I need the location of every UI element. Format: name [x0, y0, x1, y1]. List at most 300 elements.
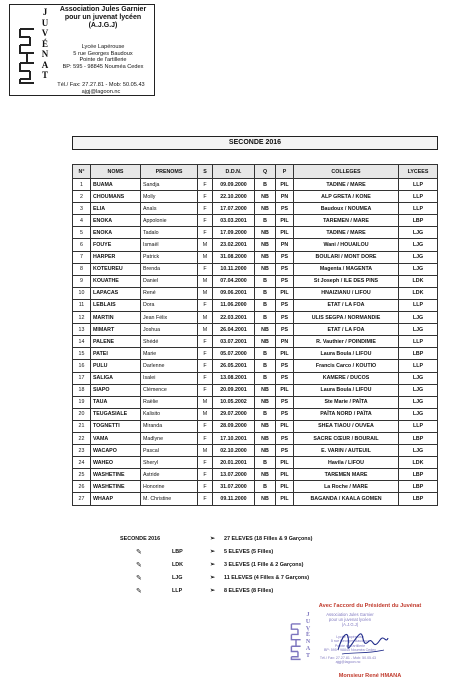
table-row — [73, 191, 438, 203]
student-birthdate: 31.08.2000 — [213, 251, 255, 263]
student-firstname: M. Christine — [141, 493, 198, 505]
table-row — [73, 348, 438, 360]
pen-bullet-icon: ✎ — [136, 575, 142, 582]
row-number: 2 — [73, 191, 91, 203]
student-lastname: ELIA — [91, 203, 141, 215]
student-college: Laura Boula / LIFOU — [294, 384, 399, 396]
row-number: 10 — [73, 287, 91, 299]
student-lycee: LJG — [399, 251, 438, 263]
table-row — [73, 239, 438, 251]
summary-item — [120, 575, 340, 588]
row-number: 1 — [73, 179, 91, 191]
row-number: 27 — [73, 493, 91, 505]
student-birthdate: 20.01.2001 — [213, 457, 255, 469]
student-sex: F — [198, 348, 213, 360]
table-row — [73, 275, 438, 287]
summary-lycee: LBP — [172, 549, 183, 555]
student-lastname: SIAPO — [91, 384, 141, 396]
student-lycee: LJG — [399, 372, 438, 384]
student-lastname: PULU — [91, 360, 141, 372]
summary-item — [120, 562, 340, 575]
student-q: B — [255, 457, 276, 469]
student-lycee: LJG — [399, 227, 438, 239]
table-row — [73, 251, 438, 263]
student-firstname: Sandja — [141, 179, 198, 191]
student-college: ALP GRETA / KONE — [294, 191, 399, 203]
student-p: PN — [276, 191, 294, 203]
table-row — [73, 312, 438, 324]
student-firstname: Marie — [141, 348, 198, 360]
student-college: Ste Marie / PAÏTA — [294, 396, 399, 408]
student-p: PS — [276, 251, 294, 263]
student-sex: F — [198, 179, 213, 191]
student-q: B — [255, 275, 276, 287]
student-q: NB — [255, 420, 276, 432]
student-q: NB — [255, 469, 276, 481]
student-p: PIL — [276, 493, 294, 505]
table-row — [73, 420, 438, 432]
student-birthdate: 26.04.2001 — [213, 324, 255, 336]
row-number: 18 — [73, 384, 91, 396]
juvenat-stamp-logo-icon — [288, 620, 304, 662]
table-row — [73, 227, 438, 239]
student-q: B — [255, 179, 276, 191]
student-birthdate: 22.03.2001 — [213, 312, 255, 324]
association-address: Lycée Lapérouse 5 rue Georges Baudoux Pointe de l'artillerie BP: 595 - 98845 Nouméa Cedex — [62, 44, 144, 70]
table-row — [73, 469, 438, 481]
page-title: SECONDE 2016 — [72, 136, 438, 150]
association-letterhead — [9, 4, 155, 96]
student-birthdate: 22.10.2000 — [213, 191, 255, 203]
student-q: B — [255, 287, 276, 299]
student-p: PS — [276, 299, 294, 311]
student-sex: F — [198, 360, 213, 372]
student-sex: F — [198, 299, 213, 311]
student-college: Baudoux / NOUMEA — [294, 203, 399, 215]
student-sex: F — [198, 469, 213, 481]
summary-total: 27 ELEVES (18 Filles & 9 Garçons) — [224, 536, 313, 542]
juvenat-logo-icon — [16, 23, 38, 87]
student-lastname: TEUGASIALE — [91, 408, 141, 420]
student-lycee: LBP — [399, 493, 438, 505]
student-sex: M — [198, 251, 213, 263]
stamp-address: Lycée Lapérouse 5 rue Georges Baudoux Pointe de l'artillerie BP: 595 - 98845 Nouméa Cedex — [324, 635, 376, 652]
student-sex: M — [198, 445, 213, 457]
summary-lycee: LJG — [172, 575, 183, 581]
student-birthdate: 31.07.2000 — [213, 481, 255, 493]
row-number: 23 — [73, 445, 91, 457]
student-birthdate: 05.07.2000 — [213, 348, 255, 360]
arrow-icon: ➢ — [210, 575, 216, 581]
pen-bullet-icon: ✎ — [136, 588, 142, 595]
summary-block — [120, 536, 340, 601]
student-sex: F — [198, 457, 213, 469]
table-row — [73, 324, 438, 336]
student-firstname: Sheryl — [141, 457, 198, 469]
student-sex: M — [198, 396, 213, 408]
summary-count: 8 ELEVES (8 Filles) — [224, 588, 274, 594]
phone-text: Tél./ Fax: 27.27.81 - Mob: 50.05.43 — [57, 82, 145, 88]
student-firstname: Ismaël — [141, 239, 198, 251]
student-college: Wani / HOUAILOU — [294, 239, 399, 251]
student-college: TAREMEN / MARE — [294, 215, 399, 227]
table-body — [73, 179, 438, 506]
row-number: 8 — [73, 263, 91, 275]
student-birthdate: 11.06.2000 — [213, 299, 255, 311]
table-row — [73, 179, 438, 191]
student-lastname: MIMART — [91, 324, 141, 336]
student-lycee: LDK — [399, 287, 438, 299]
student-lastname: MARTIN — [91, 312, 141, 324]
column-header: N° — [73, 165, 91, 179]
row-number: 17 — [73, 372, 91, 384]
row-number: 3 — [73, 203, 91, 215]
student-firstname: Molly — [141, 191, 198, 203]
student-firstname: Pascal — [141, 445, 198, 457]
student-p: PS — [276, 275, 294, 287]
student-sex: M — [198, 324, 213, 336]
student-p: PS — [276, 445, 294, 457]
summary-count: 5 ELEVES (5 Filles) — [224, 549, 274, 555]
student-q: NB — [255, 396, 276, 408]
student-lycee: LJG — [399, 396, 438, 408]
student-firstname: Raëlie — [141, 396, 198, 408]
student-lastname: WHAAP — [91, 493, 141, 505]
student-birthdate: 20.09.2001 — [213, 384, 255, 396]
approval-caption: Avec l'accord du Président du Juvénat — [318, 603, 422, 609]
student-q: B — [255, 215, 276, 227]
student-college: Magenta / MAGENTA — [294, 263, 399, 275]
student-lastname: PATEI — [91, 348, 141, 360]
summary-label: SECONDE 2016 — [120, 536, 161, 542]
student-firstname: Joshua — [141, 324, 198, 336]
student-firstname: Jean Félix — [141, 312, 198, 324]
student-firstname: Clémence — [141, 384, 198, 396]
student-firstname: Honorine — [141, 481, 198, 493]
student-firstname: Daniel — [141, 275, 198, 287]
table-row — [73, 481, 438, 493]
row-number: 4 — [73, 215, 91, 227]
student-p: PIL — [276, 481, 294, 493]
student-lastname: BUAMA — [91, 179, 141, 191]
student-firstname: Astride — [141, 469, 198, 481]
student-birthdate: 09.11.2000 — [213, 493, 255, 505]
student-lastname: ENOKA — [91, 227, 141, 239]
student-sex: M — [198, 287, 213, 299]
student-college: BOULARI / MONT DORE — [294, 251, 399, 263]
student-p: PIL — [276, 227, 294, 239]
student-sex: M — [198, 239, 213, 251]
student-lycee: LLP — [399, 420, 438, 432]
signatory-name: Monsieur René HMANA — [338, 673, 402, 679]
table-row — [73, 360, 438, 372]
row-number: 7 — [73, 251, 91, 263]
column-header: LYCEES — [399, 165, 438, 179]
student-lycee: LJG — [399, 312, 438, 324]
student-lycee: LDK — [399, 457, 438, 469]
student-p: PS — [276, 432, 294, 444]
student-q: B — [255, 348, 276, 360]
pen-bullet-icon: ✎ — [136, 562, 142, 569]
student-lastname: KOUATHE — [91, 275, 141, 287]
student-birthdate: 17.07.2000 — [213, 203, 255, 215]
student-birthdate: 28.09.2000 — [213, 420, 255, 432]
student-q: NB — [255, 324, 276, 336]
row-number: 24 — [73, 457, 91, 469]
student-birthdate: 07.04.2000 — [213, 275, 255, 287]
student-firstname: Dora — [141, 299, 198, 311]
column-header: NOMS — [91, 165, 141, 179]
student-firstname: Miranda — [141, 420, 198, 432]
student-birthdate: 10.11.2000 — [213, 263, 255, 275]
student-college: SHEA TIAOU / OUVEA — [294, 420, 399, 432]
student-college: TADINE / MARE — [294, 179, 399, 191]
student-lycee: LBP — [399, 348, 438, 360]
student-sex: M — [198, 312, 213, 324]
row-number: 6 — [73, 239, 91, 251]
arrow-icon: ➢ — [210, 588, 216, 594]
table-row — [73, 336, 438, 348]
column-header: S — [198, 165, 213, 179]
stamp-association-name: Association Jules Garnier pour un juvenat lycéen (A.J.G.J) — [326, 612, 374, 627]
student-lycee: LJG — [399, 408, 438, 420]
student-lycee: LBP — [399, 481, 438, 493]
row-number: 19 — [73, 396, 91, 408]
student-college: R. Vauthier / POINDIMIE — [294, 336, 399, 348]
row-number: 13 — [73, 324, 91, 336]
student-firstname: Darlenne — [141, 360, 198, 372]
student-lycee: LBP — [399, 215, 438, 227]
student-q: NB — [255, 384, 276, 396]
student-lastname: SALIGA — [91, 372, 141, 384]
student-p: PIL — [276, 215, 294, 227]
student-sex: F — [198, 420, 213, 432]
stamp-vertical-text: J U V É N A T — [305, 612, 311, 659]
student-q: NB — [255, 493, 276, 505]
student-p: PIL — [276, 469, 294, 481]
student-q: NB — [255, 432, 276, 444]
student-birthdate: 17.10.2001 — [213, 432, 255, 444]
student-lastname: CHOUMANS — [91, 191, 141, 203]
arrow-icon: ➢ — [210, 549, 216, 555]
student-college: KAMERE / DUCOS — [294, 372, 399, 384]
student-college: Laura Boula / LIFOU — [294, 348, 399, 360]
row-number: 16 — [73, 360, 91, 372]
summary-count: 3 ELEVES (1 Fille & 2 Garçons) — [224, 562, 304, 568]
student-p: PIL — [276, 384, 294, 396]
student-q: B — [255, 481, 276, 493]
student-birthdate: 13.08.2001 — [213, 372, 255, 384]
row-number: 21 — [73, 420, 91, 432]
student-college: HNAIZIANU / LIFOU — [294, 287, 399, 299]
student-q: B — [255, 360, 276, 372]
student-firstname: Kalisito — [141, 408, 198, 420]
student-q: NB — [255, 191, 276, 203]
student-lycee: LBP — [399, 469, 438, 481]
student-lastname: VAMA — [91, 432, 141, 444]
table-row — [73, 457, 438, 469]
student-college: BAGANDA / KAALA GOMEN — [294, 493, 399, 505]
student-p: PS — [276, 396, 294, 408]
table-row — [73, 432, 438, 444]
student-sex: M — [198, 275, 213, 287]
student-p: PIL — [276, 348, 294, 360]
student-q: B — [255, 372, 276, 384]
student-firstname: Madlyne — [141, 432, 198, 444]
student-lastname: ENOKA — [91, 215, 141, 227]
email-text: ajgj@lagoon.nc — [81, 88, 121, 95]
student-lycee: LJG — [399, 445, 438, 457]
student-roster-table — [72, 164, 438, 506]
student-p: PN — [276, 336, 294, 348]
row-number: 15 — [73, 348, 91, 360]
association-contact — [43, 82, 159, 96]
student-birthdate: 29.07.2000 — [213, 408, 255, 420]
student-college: PAÏTA NORD / PAÏTA — [294, 408, 399, 420]
student-lycee: LLP — [399, 203, 438, 215]
student-lastname: WACAPO — [91, 445, 141, 457]
student-firstname: Isalei — [141, 372, 198, 384]
student-sex: M — [198, 408, 213, 420]
summary-item — [120, 588, 340, 601]
summary-lycee: LLP — [172, 588, 183, 594]
student-lastname: FOUYE — [91, 239, 141, 251]
student-q: NB — [255, 227, 276, 239]
student-p: PS — [276, 360, 294, 372]
student-birthdate: 17.09.2000 — [213, 227, 255, 239]
student-firstname: Shédé — [141, 336, 198, 348]
student-sex: F — [198, 372, 213, 384]
column-header: PRENOMS — [141, 165, 198, 179]
student-p: PIL — [276, 420, 294, 432]
student-lycee: LJG — [399, 239, 438, 251]
student-firstname: Appolonie — [141, 215, 198, 227]
row-number: 14 — [73, 336, 91, 348]
summary-lycee: LDK — [172, 562, 184, 568]
table-header-row — [73, 165, 438, 179]
student-p: PIL — [276, 179, 294, 191]
student-sex: F — [198, 263, 213, 275]
column-header: Q — [255, 165, 276, 179]
student-lycee: LLP — [399, 179, 438, 191]
table-row — [73, 215, 438, 227]
student-sex: F — [198, 203, 213, 215]
student-lycee: LBP — [399, 432, 438, 444]
student-p: PIL — [276, 457, 294, 469]
arrow-icon: ➢ — [210, 536, 216, 542]
student-college: ETAT / LA FOA — [294, 299, 399, 311]
row-number: 5 — [73, 227, 91, 239]
juvenat-vertical-text: J U V É N A T — [41, 7, 49, 80]
table-row — [73, 384, 438, 396]
row-number: 12 — [73, 312, 91, 324]
student-q: B — [255, 312, 276, 324]
student-q: NB — [255, 239, 276, 251]
student-p: PN — [276, 239, 294, 251]
student-lycee: LJG — [399, 324, 438, 336]
student-birthdate: 03.03.2001 — [213, 215, 255, 227]
student-q: NB — [255, 445, 276, 457]
student-lastname: LAPACAS — [91, 287, 141, 299]
student-lycee: LLP — [399, 191, 438, 203]
table-row — [73, 263, 438, 275]
student-sex: F — [198, 191, 213, 203]
student-lastname: WASHETINE — [91, 481, 141, 493]
student-p: PS — [276, 324, 294, 336]
student-college: St Joseph / ILE DES PINS — [294, 275, 399, 287]
student-lastname: LEBLAIS — [91, 299, 141, 311]
student-birthdate: 13.07.2000 — [213, 469, 255, 481]
student-p: PS — [276, 372, 294, 384]
student-lycee: LJG — [399, 263, 438, 275]
table-row — [73, 203, 438, 215]
row-number: 20 — [73, 408, 91, 420]
student-birthdate: 03.07.2001 — [213, 336, 255, 348]
student-sex: F — [198, 432, 213, 444]
student-firstname: René — [141, 287, 198, 299]
student-firstname: Patrick — [141, 251, 198, 263]
student-lycee: LDK — [399, 275, 438, 287]
student-q: NB — [255, 336, 276, 348]
student-sex: F — [198, 384, 213, 396]
row-number: 11 — [73, 299, 91, 311]
student-college: Francis Carco / KOUTIO — [294, 360, 399, 372]
student-p: PS — [276, 263, 294, 275]
row-number: 9 — [73, 275, 91, 287]
student-lastname: WAHEO — [91, 457, 141, 469]
table-row — [73, 493, 438, 505]
student-lastname: TOGNETTI — [91, 420, 141, 432]
student-college: E. VARIN / AUTEUIL — [294, 445, 399, 457]
student-sex: F — [198, 493, 213, 505]
student-college: SACRE CŒUR / BOURAIL — [294, 432, 399, 444]
column-header: P — [276, 165, 294, 179]
pen-bullet-icon: ✎ — [136, 549, 142, 556]
summary-item — [120, 549, 340, 562]
student-birthdate: 10.05.2002 — [213, 396, 255, 408]
association-name: Association Jules Garnier pour un juvenat lycéen (A.J.G.J) — [59, 6, 147, 29]
student-lycee: LLP — [399, 299, 438, 311]
student-lycee: LJG — [399, 384, 438, 396]
table-row — [73, 372, 438, 384]
student-lastname: WASHETINE — [91, 469, 141, 481]
student-q: NB — [255, 263, 276, 275]
summary-count: 11 ELEVES (4 Filles & 7 Garçons) — [224, 575, 310, 581]
student-firstname: Anaïs — [141, 203, 198, 215]
student-firstname: Brenda — [141, 263, 198, 275]
student-birthdate: 26.05.2001 — [213, 360, 255, 372]
table-row — [73, 445, 438, 457]
column-header: D.D.N. — [213, 165, 255, 179]
student-birthdate: 09.09.2000 — [213, 179, 255, 191]
student-college: ULIS SEGPA / NORMANDIE — [294, 312, 399, 324]
student-sex: F — [198, 481, 213, 493]
student-lastname: KOTEUREU — [91, 263, 141, 275]
student-college: TADINE / MARE — [294, 227, 399, 239]
student-lycee: LLP — [399, 336, 438, 348]
row-number: 25 — [73, 469, 91, 481]
student-p: PS — [276, 203, 294, 215]
student-lastname: TAUA — [91, 396, 141, 408]
table-row — [73, 408, 438, 420]
student-birthdate: 23.02.2001 — [213, 239, 255, 251]
student-college: TAREMEN MARE — [294, 469, 399, 481]
student-p: PIL — [276, 287, 294, 299]
student-sex: F — [198, 336, 213, 348]
student-college: Havila / LIFOU — [294, 457, 399, 469]
summary-total-row — [120, 536, 340, 549]
student-q: B — [255, 299, 276, 311]
